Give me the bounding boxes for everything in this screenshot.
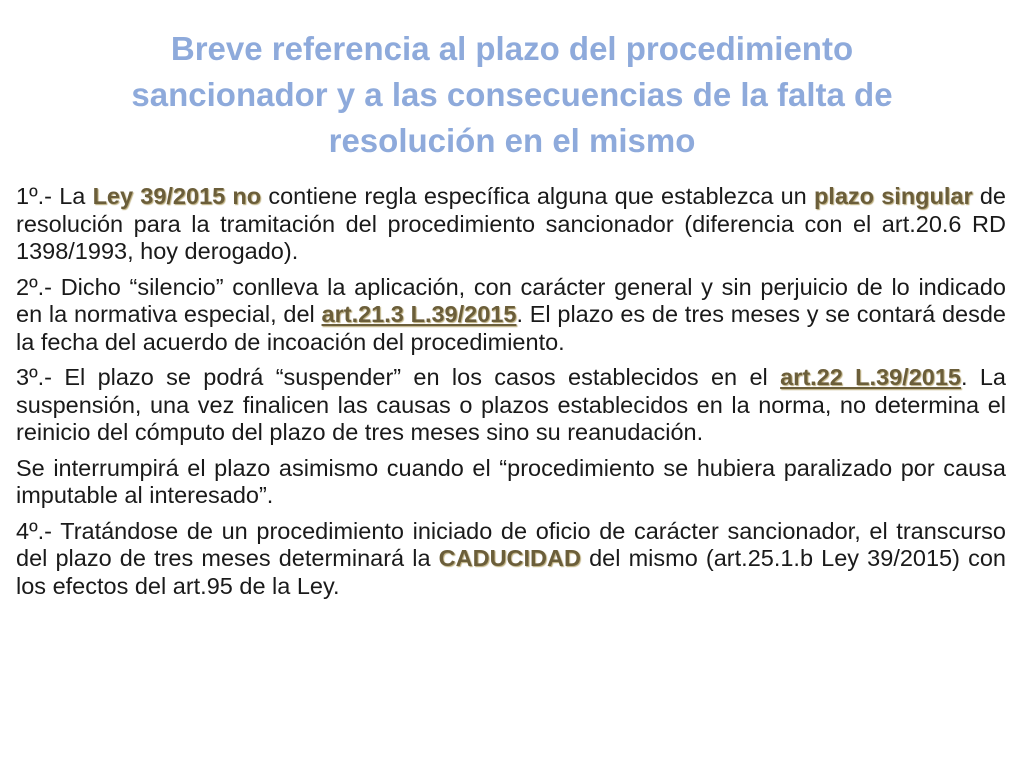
paragraph-3 — [16, 364, 1006, 447]
p2-highlight-article: art.21.3 L.39/2015 — [321, 301, 517, 327]
p5-text-1: 4º.- Tratándose de un procedimiento iniciado de oficio de carácter sancionador, el transcurso del plazo de tres meses determinará la — [16, 517, 1006, 571]
p1-highlight-law: Ley 39/2015 no — [92, 183, 262, 209]
p1-highlight-plazo: plazo singular — [813, 183, 973, 209]
paragraph-4 — [16, 455, 1006, 510]
p4-text-1: Se interrumpirá el plazo asimismo cuando el “procedimiento se hubiera paralizado por causa imputable al interesado”. — [16, 454, 1006, 508]
p2-text-2: . El plazo es de tres meses y se contará desde la fecha del acuerdo de incoación del procedimiento. — [16, 301, 1006, 355]
p3-text-2: . La suspensión, una vez finalicen las causas o plazos establecidos en la norma, no determina el reinicio del cómputo del plazo de tres meses sino su reanudación. — [16, 364, 1007, 445]
p3-highlight-article: art.22 L.39/2015 — [780, 364, 961, 390]
p2-text-1: 2º.- Dicho “silencio” conlleva la aplicación, con carácter general y sin perjuicio de lo indicado en la normativa especial, del — [16, 273, 1006, 327]
title-line-2: sancionador y a las consecuencias de la falta de — [131, 76, 893, 113]
p1-text-1: 1º.- La — [16, 183, 93, 209]
slide-title — [60, 26, 964, 164]
p3-text-1: 3º.- El plazo se podrá “suspender” en los casos establecidos en el — [16, 364, 781, 390]
title-line-3: resolución en el mismo — [328, 122, 696, 159]
p1-text-3: de resolución para la tramitación del procedimiento sancionador (diferencia con el art.20.6 RD 1398/1993, hoy derogado). — [16, 183, 1006, 264]
p5-highlight-caducidad: CADUCIDAD — [438, 545, 581, 571]
paragraph-1 — [16, 183, 1006, 266]
title-line-1: Breve referencia al plazo del procedimiento — [170, 30, 854, 67]
paragraph-2 — [16, 274, 1006, 357]
slide-body — [16, 183, 1006, 608]
p5-text-2: del mismo (art.25.1.b Ley 39/2015) con los efectos del art.95 de la Ley. — [16, 545, 1006, 599]
paragraph-5 — [16, 518, 1006, 601]
p1-text-2: contiene regla específica alguna que establezca un — [261, 183, 814, 209]
